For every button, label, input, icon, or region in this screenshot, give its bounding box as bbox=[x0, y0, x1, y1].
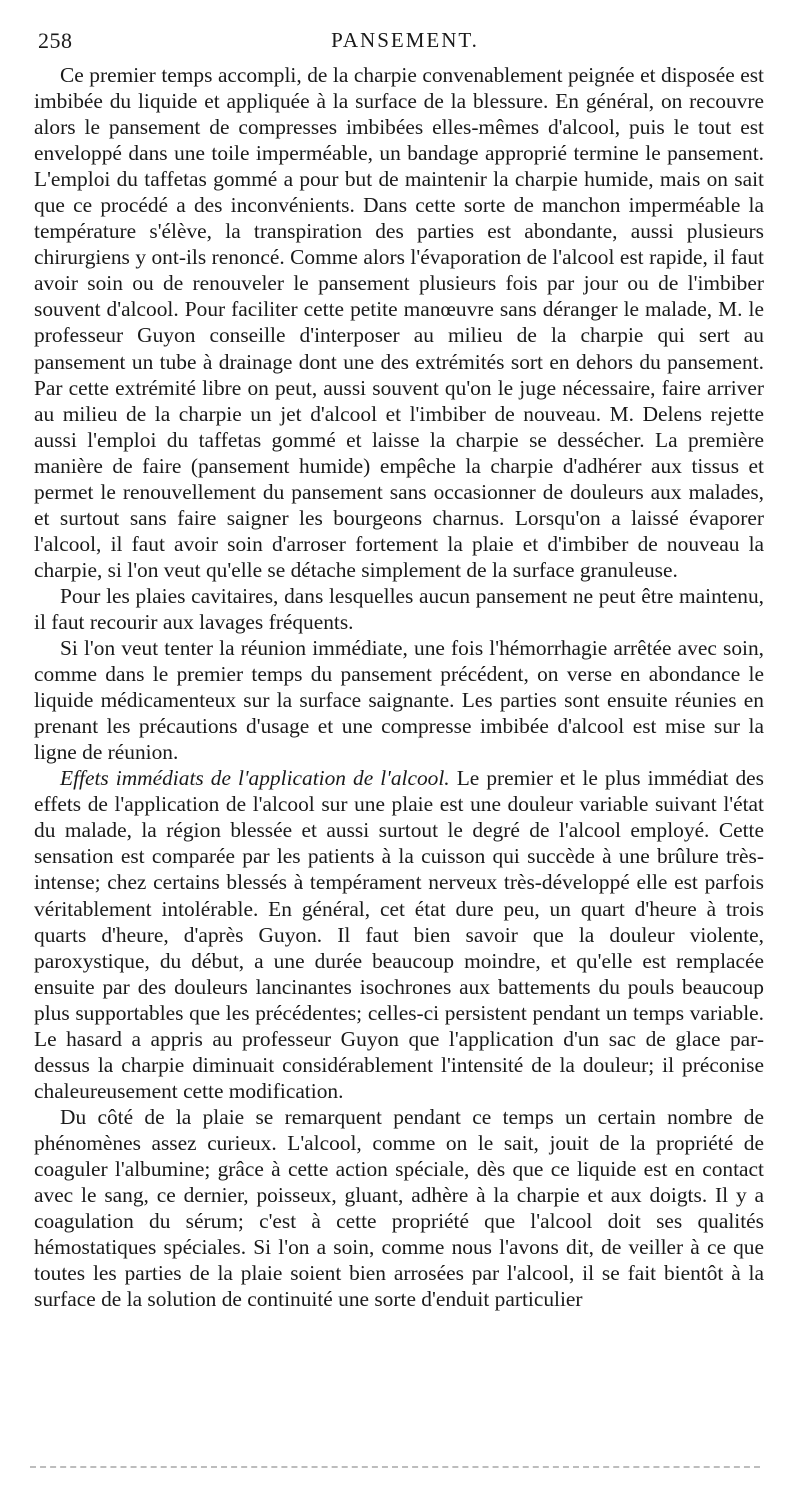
paragraph-text: Du côté de la plaie se remarquent pendant ce temps un certain nombre de phénomènes assez curieux. L'alcool, comme on le sait, jouit de la propriété de coaguler l'albumine; grâce à cette action spéciale, dès que ce liquide est en contact avec le sang, ce dernier, poisseux, gluant, adhère à la charpie et aux doigts. Il y a coagulation du sérum; c'est à cette propriété que l'alcool doit ses qualités hémostatiques spéciales. Si l'on a soin, comme nous l'avons dit, de veiller à ce que toutes les parties de la plaie soient bien arrosées par l'alcool, il se fait bientôt à la surface de la solution de continuité une sorte d'enduit particulier bbox=[34, 1104, 764, 1312]
paragraph bbox=[34, 765, 764, 1104]
bottom-bleed-rule bbox=[30, 1466, 760, 1468]
paragraph-text: Ce premier temps accompli, de la charpie convenablement peignée et disposée est imbibée du liquide et appliquée à la surface de la blessure. En général, on recouvre alors le pansement de compresses imbibées elles-mêmes d'alcool, puis le tout est enveloppé dans une toile imperméable, un bandage approprié termine le pansement. L'emploi du taffetas gommé a pour but de maintenir la charpie humide, mais on sait que ce procédé a des inconvénients. Dans cette sorte de manchon imperméable la température s'élève, la transpiration des parties est abondante, aussi plusieurs chirurgiens y ont-ils renoncé. Comme alors l'évaporation de l'alcool est rapide, il faut avoir soin ou de renouveler le pansement plusieurs fois par jour ou de l'imbiber souvent d'alcool. Pour faciliter cette petite manœuvre sans déranger le malade, M. le professeur Guyon conseille d'interposer au milieu de la charpie qui sert au pansement un tube à drainage dont une des extrémités sort en dehors du pansement. Par cette extrémité libre on peut, aussi souvent qu'on le juge nécessaire, faire arriver au milieu de la charpie un jet d'alcool et l'imbiber de nouveau. M. Delens rejette aussi l'emploi du taffetas gommé et laisse la charpie se dessécher. La première manière de faire (pansement humide) empêche la charpie d'adhérer aux tissus et permet le renouvellement du pansement sans occasionner de douleurs aux malades, et surtout sans faire saigner les bourgeons charnus. Lorsqu'on a laissé évaporer l'alcool, il faut avoir soin d'arroser fortement la plaie et d'imbiber de nouveau la charpie, si l'on veut qu'elle se détache simplement de la surface granuleuse. bbox=[34, 63, 764, 582]
page-number: 258 bbox=[38, 28, 73, 53]
paragraph bbox=[34, 583, 764, 635]
running-title: PANSEMENT. bbox=[331, 28, 479, 52]
body-text bbox=[34, 62, 764, 1312]
section-run-in-heading: Effets immédiats de l'application de l'alcool. bbox=[60, 766, 450, 791]
paragraph-text: Pour les plaies cavitaires, dans lesquelles aucun pansement ne peut être maintenu, il faut recourir aux lavages fréquents. bbox=[34, 583, 764, 634]
paragraph bbox=[34, 1104, 764, 1312]
paragraph bbox=[34, 62, 764, 583]
paragraph bbox=[34, 635, 764, 765]
paragraph-text: Si l'on veut tenter la réunion immédiate, une fois l'hémorrhagie arrêtée avec soin, comme dans le premier temps du pansement précédent, on verse en abondance le liquide médicamenteux sur la surface saignante. Les parties sont ensuite réunies en prenant les précautions d'usage et une compresse imbibée d'alcool est mise sur la ligne de réunion. bbox=[34, 636, 764, 765]
page-header bbox=[38, 28, 772, 62]
paragraph-text: Le premier et le plus immédiat des effets de l'application de l'alcool sur une plaie est une douleur variable suivant l'état du malade, la région blessée et aussi surtout le degré de l'alcool employé. Cette sensation est comparée par les patients à la cuisson qui succède à une brûlure très-intense; chez certains blessés à tempérament nerveux très-développé elle est parfois véritablement intolérable. En général, cet état dure peu, un quart d'heure à trois quarts d'heure, d'après Guyon. Il faut bien savoir que la douleur violente, paroxystique, du début, a une durée beaucoup moindre, et qu'elle est remplacée ensuite par des douleurs lancinantes isochrones aux battements du pouls beaucoup plus supportables que les précédentes; celles-ci persistent pendant un temps variable. Le hasard a appris au professeur Guyon que l'application d'un sac de glace par-dessus la charpie diminuait considérablement l'intensité de la douleur; il préconise chaleureusement cette modification. bbox=[34, 766, 764, 1103]
